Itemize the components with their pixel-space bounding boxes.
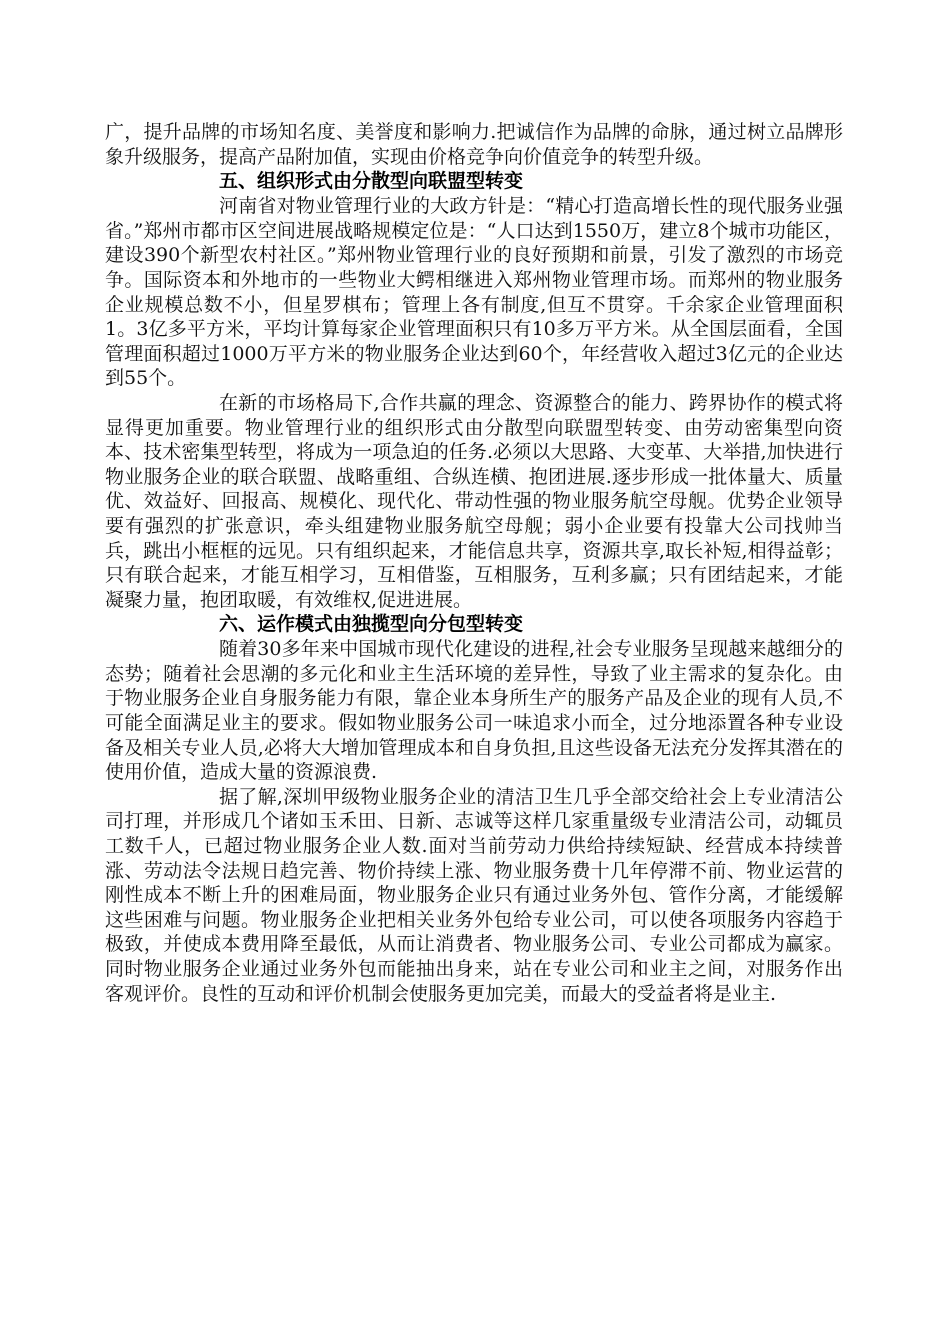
section-heading-6: 六、运作模式由独揽型向分包型转变 [219,613,524,636]
paragraph-shenzhen-outsourcing: 据了解,深圳甲级物业服务企业的清洁卫生几乎全部交给社会上专业清洁公司打理，并形成几个诸如玉禾田、日新、志诚等这样几家重量级专业清洁公司，动辄员工数千人，已超过物业服务企业人数.面对当前劳动力供给持续短缺、经营成本持续普涨、劳动法令法规日趋完善、物价持续上涨、物业服务费十几年停滞不前、物业运营的刚性成本不断上升的困难局面，物业服务企业只有通过业务外包、管作分离，才能缓解这些困难与问题。物业服务企业把相关业务外包给专业公司，可以使各项服务内容趋于极致，并使成本费用降至最低，从而让消费者、物业服务公司、专业公司都成为赢家。同时物业服务企业通过业务外包而能抽出身来，站在专业公司和业主之间，对服务作出客观评价。良性的互动和评价机制会使服务更加完美，而最大的受益者将是业主. [105,785,843,1005]
paragraph-market-pattern: 在新的市场格局下,合作共赢的理念、资源整合的能力、跨界协作的模式将显得更加重要。物业管理行业的组织形式由分散型向联盟型转变、由劳动密集型向资本、技术密集型转型，将成为一项急迫的任务.必须以大思路、大变革、大举措,加快进行物业服务企业的联合联盟、战略重组、合纵连横、抱团进展.逐步形成一批体量大、质量优、效益好、回报高、规模化、现代化、带动性强的物业服务航空母舰。优势企业领导要有强烈的扩张意识，牵头组建物业服务航空母舰；弱小企业要有投靠大公司找帅当兵，跳出小框框的远见。只有组织起来，才能信息共享，资源共享,取长补短,相得益彰；只有联合起来，才能互相学习，互相借鉴，互相服务，互利多赢；只有团结起来，才能凝聚力量，抱团取暖，有效维权,促进进展。 [105,391,843,611]
paragraph-urban-development: 随着30多年来中国城市现代化建设的进程,社会专业服务呈现越来越细分的态势；随着社会思潮的多元化和业主生活环境的差异性，导致了业主需求的复杂化。由于物业服务企业自身服务能力有限，靠企业本身所生产的服务产品及企业的现有人员,不可能全面满足业主的要求。假如物业服务公司一味追求小而全，过分地添置各种专业设备及相关专业人员,必将大大增加管理成本和自身负担,且这些设备无法充分发挥其潜在的使用价值，造成大量的资源浪费. [105,638,843,784]
paragraph-brand-continuation: 广，提升品牌的市场知名度、美誉度和影响力.把诚信作为品牌的命脉，通过树立品牌形象升级服务，提高产品附加值，实现由价格竞争向价值竞争的转型升级。 [105,121,843,168]
paragraph-henan-policy: 河南省对物业管理行业的大政方针是：“精心打造高增长性的现代服务业强省。”郑州市都市区空间进展战略规模定位是：“人口达到1550万，建立8个城市功能区，建设390个新型农村社区。”郑州物业管理行业的良好预期和前景，引发了激烈的市场竞争。国际资本和外地市的一些物业大鳄相继进入郑州物业管理市场。而郑州的物业服务企业规模总数不小，但星罗棋布；管理上各有制度,但互不贯穿。千余家企业管理面积1。3亿多平方米，平均计算每家企业管理面积只有10多万平方米。从全国层面看，全国管理面积超过1000万平方米的物业服务企业达到60个，年经营收入超过3亿元的企业达到55个。 [105,195,843,390]
section-heading-5: 五、组织形式由分散型向联盟型转变 [219,170,524,193]
document-body [105,120,843,1006]
